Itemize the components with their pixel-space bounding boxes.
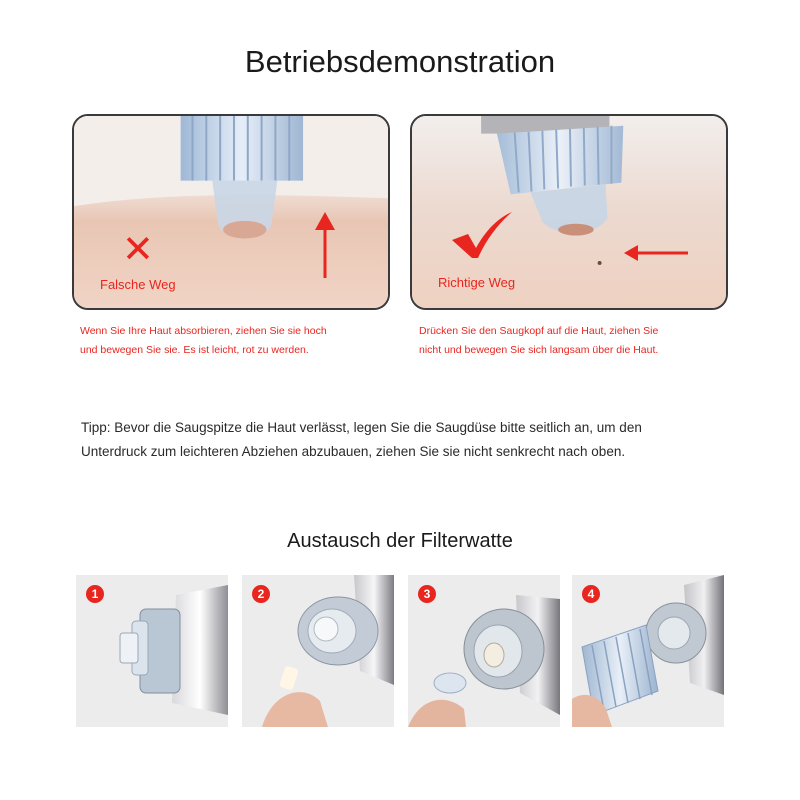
- step-number-4: 4: [582, 585, 600, 603]
- caption-right-way: [419, 322, 749, 360]
- label-right-way: Richtige Weg: [438, 275, 516, 290]
- filter-step-3-photo: [408, 575, 560, 727]
- caption-wrong-line2: und bewegen Sie sie. Es ist leicht, rot zu werden.: [80, 344, 309, 356]
- caption-right-line1: Drücken Sie den Saugkopf auf die Haut, ziehen Sie: [419, 325, 659, 337]
- arrow-up-icon: [310, 212, 340, 278]
- caption-right-line2: nicht und bewegen Sie sich langsam über die Haut.: [419, 344, 659, 356]
- filter-step-2-photo: [242, 575, 394, 727]
- label-wrong-way: Falsche Weg: [100, 277, 176, 292]
- demo-photo-wrong: [72, 114, 390, 310]
- demo-photo-right: [410, 114, 728, 310]
- tip-line1: Tipp: Bevor die Saugspitze die Haut verlässt, legen Sie die Saugdüse bitte seitlich an, um den: [81, 420, 642, 435]
- cross-mark-icon: ✕: [122, 229, 154, 271]
- caption-wrong-line1: Wenn Sie Ihre Haut absorbieren, ziehen Sie sie hoch: [80, 325, 327, 337]
- filter-step-4-photo: [572, 575, 724, 727]
- step-number-1: 1: [86, 585, 104, 603]
- page-title: Betriebsdemonstration: [244, 44, 556, 79]
- tip-text: [81, 416, 731, 464]
- check-mark-icon: [450, 212, 514, 260]
- arrow-left-icon: [624, 243, 688, 263]
- caption-wrong-way: [80, 322, 410, 360]
- filter-step-1-photo: [76, 575, 228, 727]
- tip-line2: Unterdruck zum leichteren Abziehen abzubauen, ziehen Sie sie nicht senkrecht nach oben.: [81, 444, 626, 459]
- step-number-2: 2: [252, 585, 270, 603]
- section-title-filter: Austausch der Filterwatte: [287, 530, 513, 552]
- step-number-3: 3: [418, 585, 436, 603]
